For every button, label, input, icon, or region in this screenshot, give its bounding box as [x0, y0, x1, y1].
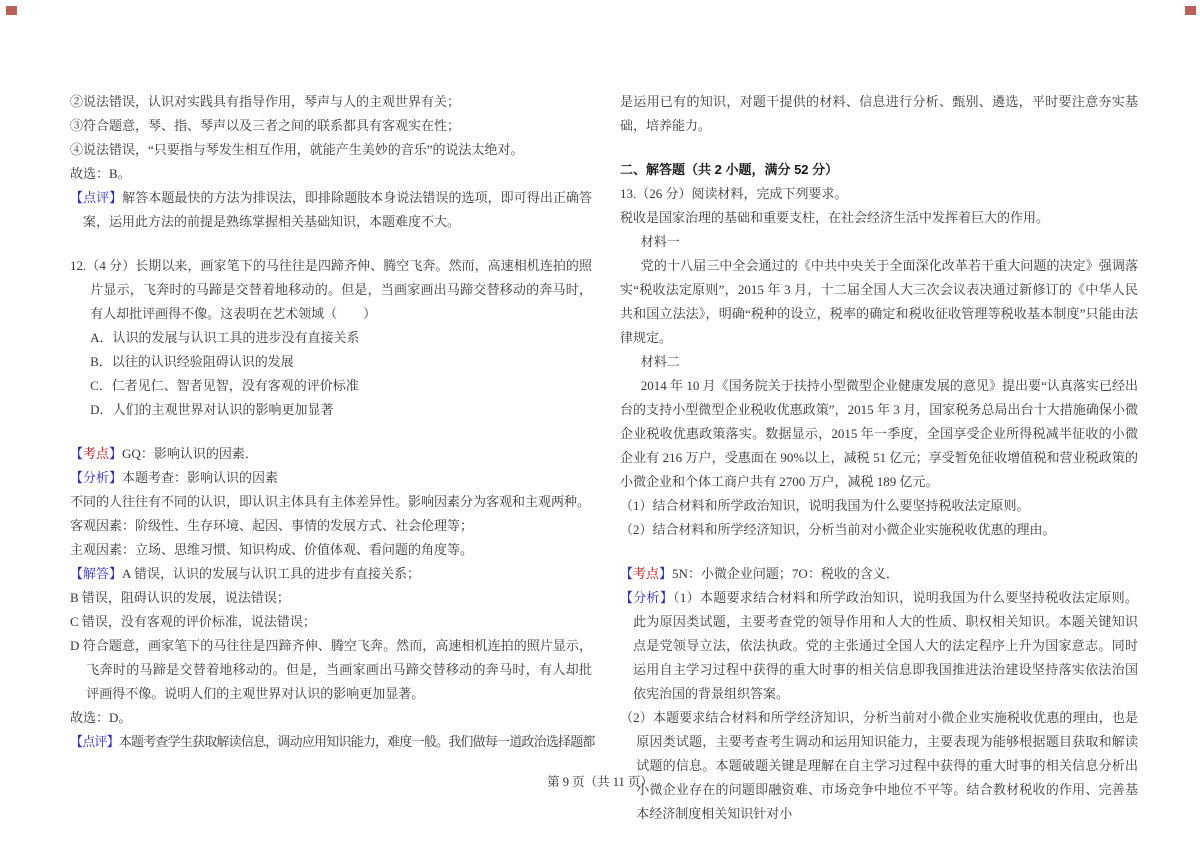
paragraph	[620, 90, 1138, 138]
footer-page-number: 第 9 页（共 11 页）	[547, 775, 653, 789]
annotation-block	[70, 730, 595, 754]
text-run: GQ：影响认识的因素．	[122, 446, 258, 461]
paragraph	[620, 518, 1138, 542]
tag-close-bracket: 】	[659, 566, 673, 581]
paragraph	[620, 206, 1138, 230]
text-run: 是运用已有的知识，对题干提供的材料、信息进行分析、甄别、遴选，平时要注意夯实基础，培养能力。	[620, 94, 1138, 133]
paragraph	[70, 162, 592, 186]
text-run: 2014 年 10 月《国务院关于扶持小型微型企业健康发展的意见》提出要“认真落实已经出台的支持小型微型企业税收优惠政策”，2015 年 3 月，国家税务总局出台十大措施确保小微企业税收优惠政策落实。数据显示，2015 年一季度，全国享受企业所得税减半征收的小微企业有 216 万户，受惠面在 90%以上，减税 51 亿元；享受暂免征收增值税和营业税政策的小微企业和个体工商户共有 2700 万户，减税 189 亿元。	[620, 378, 1138, 489]
left-column	[70, 90, 595, 754]
annotation-tag-label	[70, 566, 122, 581]
tag-close-bracket: 】	[109, 470, 123, 485]
paragraph	[70, 706, 592, 730]
tag-open-bracket: 【	[70, 566, 84, 581]
paragraph	[70, 114, 592, 138]
annotation-tag-label	[70, 446, 122, 461]
tag-open-bracket: 【	[70, 190, 84, 205]
section-heading	[620, 158, 1138, 182]
material-paragraph	[620, 350, 1138, 374]
paragraph	[70, 490, 592, 514]
paragraph	[620, 706, 1138, 826]
material-paragraph	[620, 254, 1138, 350]
text-run: 故选：D。	[70, 710, 132, 725]
text-run: 党的十八届三中全会通过的《中共中央关于全面深化改革若干重大问题的决定》强调落实“税收法定原则”，2015 年 3 月，十二届全国人大三次会议表决通过新修订的《中华人民共和国立法法》，明确“税种的设立，税率的确定和税收征收管理等税收基本制度”只能由法律规定。	[620, 258, 1138, 345]
annotation-block	[70, 186, 592, 234]
tag-name: 考点	[633, 566, 660, 581]
text-run: B．以往的认识经验阻碍认识的发展	[90, 354, 294, 369]
right-column	[620, 90, 1138, 826]
text-run: C．仁者见仁、智者见智，没有客观的评价标准	[90, 378, 359, 393]
text-run: A．认识的发展与认识工具的进步没有直接关系	[90, 330, 360, 345]
paragraph	[70, 138, 592, 162]
paragraph	[70, 586, 592, 610]
text-run: 税收是国家治理的基础和重要支柱，在社会经济生活中发挥着巨大的作用。	[620, 210, 1050, 225]
text-run: （2）本题要求结合材料和所学经济知识，分析当前对小微企业实施税收优惠的理由，也是原因类试题，主要考查考生调动和运用知识能力，主要表现为能够根据题目获取和解读试题的信息。本题破题关键是理解在自主学习过程中获得的重大时事的相关信息分析出小微企业存在的问题即融资难、市场竞争中地位不平等。结合教材税收的作用、完善基本经济制度相关知识针对小	[620, 710, 1138, 821]
text-run: 材料一	[640, 234, 680, 249]
text-run: 不同的人往往有不同的认识，即认识主体具有主体差异性。影响因素分为客观和主观两种。	[70, 494, 591, 509]
text-run: （1）本题要求结合材料和所学政治知识，说明我国为什么要坚持税收法定原则。此为原因类试题，主要考查党的领导作用和人大的性质、职权相关知识。本题关键知识点是党领导立法，依法执政。党的主张通过全国人大的法定程序上升为国家意志。同时运用自主学习过程中获得的重大时事的相关信息即我国推进法治建设坚持落实依法治国依宪治国的背景组织答案。	[633, 590, 1138, 701]
blank-line	[70, 422, 592, 442]
text-run: 解答本题最快的方法为排误法，即排除题肢本身说法错误的选项，即可得出正确答案，运用此方法的前提是熟练掌握相关基础知识，本题难度不大。	[83, 190, 592, 229]
answer-option	[70, 374, 592, 398]
annotation-tag-label	[70, 734, 119, 749]
tag-open-bracket: 【	[70, 734, 83, 749]
annotation-block	[70, 562, 592, 586]
text-run: 材料二	[640, 354, 680, 369]
text-run: D 符合题意，画家笔下的马往往是四蹄齐伸、腾空飞奔。然而，高速相机连拍的照片显示，飞奔时的马蹄是交替着地移动的。但是，当画家画出马蹄交替移动的奔马时，有人却批评画得不像。说明人们的主观世界对认识的影响更加显著。	[70, 638, 592, 701]
answer-option	[70, 398, 592, 422]
annotation-tag-label	[620, 590, 673, 605]
tag-close-bracket: 】	[659, 590, 674, 605]
text-run: D．人们的主观世界对认识的影响更加显著	[90, 402, 334, 417]
answer-option	[70, 350, 592, 374]
corner-artifact-left	[6, 6, 17, 15]
annotation-tag-label	[70, 470, 122, 485]
paragraph	[70, 514, 592, 538]
text-run: ③符合题意，琴、指、琴声以及三者之间的联系都具有客观实在性；	[70, 118, 461, 133]
text-run: ④说法错误，“只要指与琴发生相互作用，就能产生美妙的音乐”的说法太绝对。	[70, 142, 524, 157]
material-paragraph	[620, 374, 1138, 494]
tag-name: 点评	[83, 190, 110, 205]
tag-open-bracket: 【	[620, 566, 634, 581]
tag-close-bracket: 】	[109, 566, 123, 581]
answer-option	[70, 326, 592, 350]
tag-open-bracket: 【	[620, 590, 634, 605]
blank-line	[620, 138, 1138, 158]
text-run: C 错误，没有客观的评价标准，说法错误；	[70, 614, 316, 629]
annotation-block	[70, 442, 592, 466]
tag-open-bracket: 【	[70, 446, 84, 461]
paragraph	[620, 494, 1138, 518]
question-block	[70, 254, 592, 326]
annotation-block	[620, 562, 1138, 586]
annotation-block	[620, 586, 1138, 706]
annotation-tag-label	[70, 190, 122, 205]
text-run: 客观因素：阶级性、生存环境、起因、事情的发展方式、社会伦理等；	[70, 518, 474, 533]
text-run: 本题考查：影响认识的因素	[122, 470, 279, 485]
text-run: A 错误，认识的发展与认识工具的进步有直接关系；	[122, 566, 420, 581]
annotation-tag-label	[620, 566, 672, 581]
text-run: 二、解答题（共 2 小题，满分 52 分）	[620, 162, 839, 177]
tag-close-bracket: 】	[109, 446, 123, 461]
text-run: 主观因素：立场、思维习惯、知识构成、价值体观、看问题的角度等。	[70, 542, 474, 557]
text-run: ②说法错误，认识对实践具有指导作用，琴声与人的主观世界有关；	[70, 94, 461, 109]
paragraph	[620, 182, 1138, 206]
tag-close-bracket: 】	[109, 190, 123, 205]
text-run: 本题考查学生获取解读信息，调动应用知识能力，难度一般。我们做每一道政治选择题都	[118, 734, 595, 749]
tag-name: 分析	[633, 590, 660, 605]
text-run: 故选：B。	[70, 166, 131, 181]
blank-line	[620, 542, 1138, 562]
tag-name: 点评	[82, 734, 107, 749]
paragraph	[70, 90, 592, 114]
material-paragraph	[620, 230, 1138, 254]
paragraph	[70, 610, 592, 634]
text-run: 12.（4 分）长期以来，画家笔下的马往往是四蹄齐伸、腾空飞奔。然而，高速相机连拍的照片显示，飞奔时的马蹄是交替着地移动的。但是，当画家画出马蹄交替移动的奔马时，有人却批评画得不像。这表明在艺术领域（ ）	[70, 258, 592, 321]
paragraph	[70, 634, 592, 706]
text-run: （1）结合材料和所学政治知识，说明我国为什么要坚持税收法定原则。	[620, 498, 1030, 513]
tag-name: 分析	[83, 470, 110, 485]
text-run: 13.（26 分）阅读材料，完成下列要求。	[620, 186, 848, 201]
tag-open-bracket: 【	[70, 470, 84, 485]
paragraph	[70, 538, 592, 562]
tag-name: 考点	[83, 446, 110, 461]
tag-name: 解答	[83, 566, 110, 581]
text-run: B 错误，阻碍认识的发展，说法错误；	[70, 590, 290, 605]
annotation-block	[70, 466, 592, 490]
corner-artifact-right	[1185, 6, 1196, 15]
tag-close-bracket: 】	[106, 734, 119, 749]
text-run: （2）结合材料和所学经济知识，分析当前对小微企业实施税收优惠的理由。	[620, 522, 1056, 537]
text-run: 5N：小微企业问题；7O：税收的含义．	[672, 566, 899, 581]
blank-line	[70, 234, 592, 254]
